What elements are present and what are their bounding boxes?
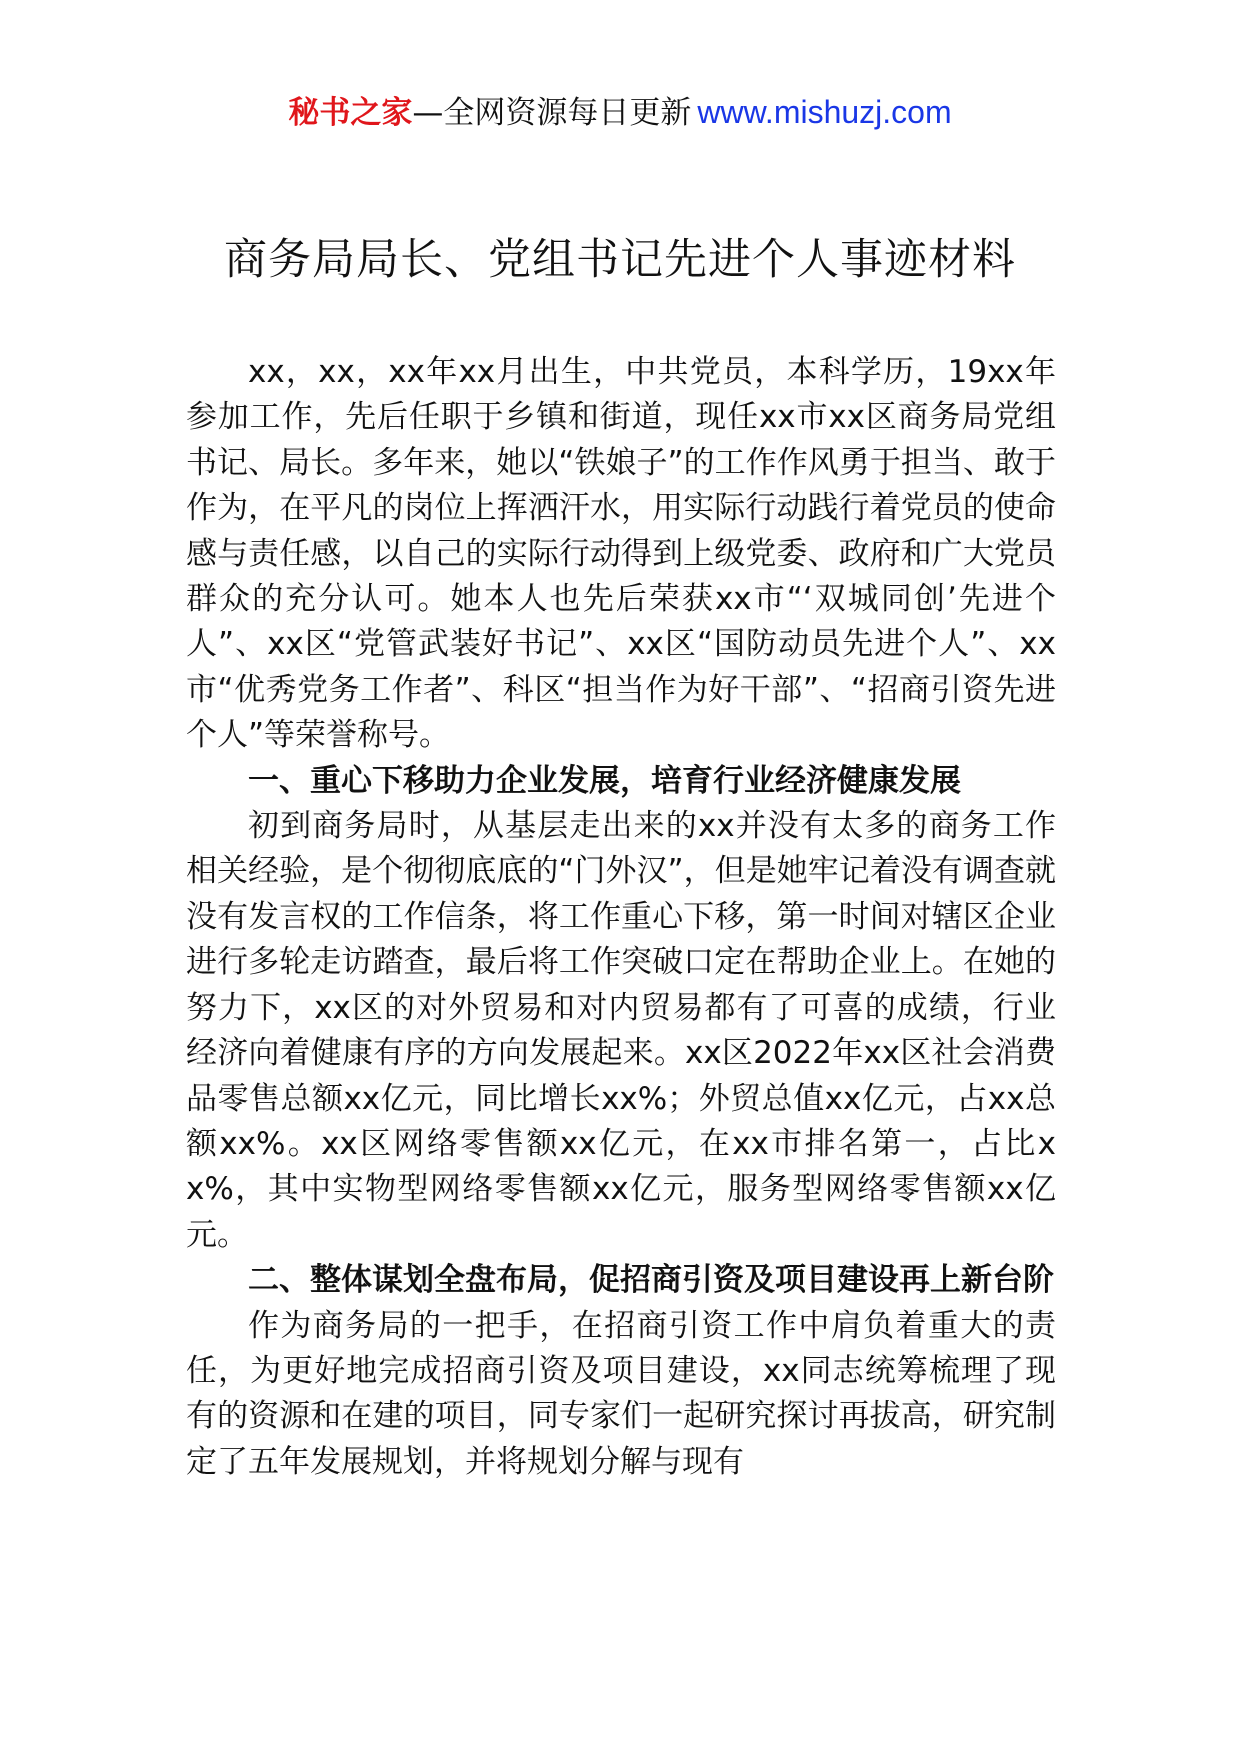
site-header	[0, 92, 1240, 133]
document-body	[186, 350, 1056, 1485]
section-heading-2: 二、整体谋划全盘布局，促招商引资及项目建设再上新台阶	[248, 1262, 1054, 1299]
site-url-link[interactable]: www.mishuzj.com	[697, 94, 952, 130]
section-heading-1: 一、重心下移助力企业发展，培育行业经济健康发展	[248, 762, 961, 799]
site-brand: 秘书之家	[288, 95, 413, 131]
section-1-paragraph: 初到商务局时，从基层走出来的xx并没有太多的商务工作相关经验，是个彻彻底底的“门外汉”，但是她牢记着没有调查就没有发言权的工作信条，将工作重心下移，第一时间对辖区企业进行多轮走访踏查，最后将工作突破口定在帮助企业上。在她的努力下，xx区的对外贸易和对内贸易都有了可喜的成绩，行业经济向着健康有序的方向发展起来。xx区2022年xx区社会消费品零售总额xx亿元，同比增长xx%；外贸总值xx亿元，占xx总额xx%。xx区网络零售额xx亿元，在xx市排名第一，占比xx%，其中实物型网络零售额xx亿元，服务型网络零售额xx亿元。	[186, 808, 1056, 1253]
section-2-paragraph: 作为商务局的一把手，在招商引资工作中肩负着重大的责任，为更好地完成招商引资及项目建设，xx同志统筹梳理了现有的资源和在建的项目，同专家们一起研究探讨再拔高，研究制定了五年发展规划，并将规划分解与现有	[186, 1307, 1056, 1480]
intro-paragraph: xx，xx，xx年xx月出生，中共党员，本科学历，19xx年参加工作，先后任职于乡镇和街道，现任xx市xx区商务局党组书记、局长。多年来，她以“铁娘子”的工作作风勇于担当、敢于作为，在平凡的岗位上挥洒汗水，用实际行动践行着党员的使命感与责任感，以自己的实际行动得到上级党委、政府和广大党员群众的充分认可。她本人也先后荣获xx市“‘双城同创’先进个人”、xx区“党管武装好书记”、xx区“国防动员先进个人”、xx市“优秀党务工作者”、科区“担当作为好干部”、“招商引资先进个人”等荣誉称号。	[186, 354, 1056, 754]
document-title: 商务局局长、党组书记先进个人事迹材料	[224, 235, 1016, 285]
site-tagline: —全网资源每日更新	[412, 95, 692, 131]
